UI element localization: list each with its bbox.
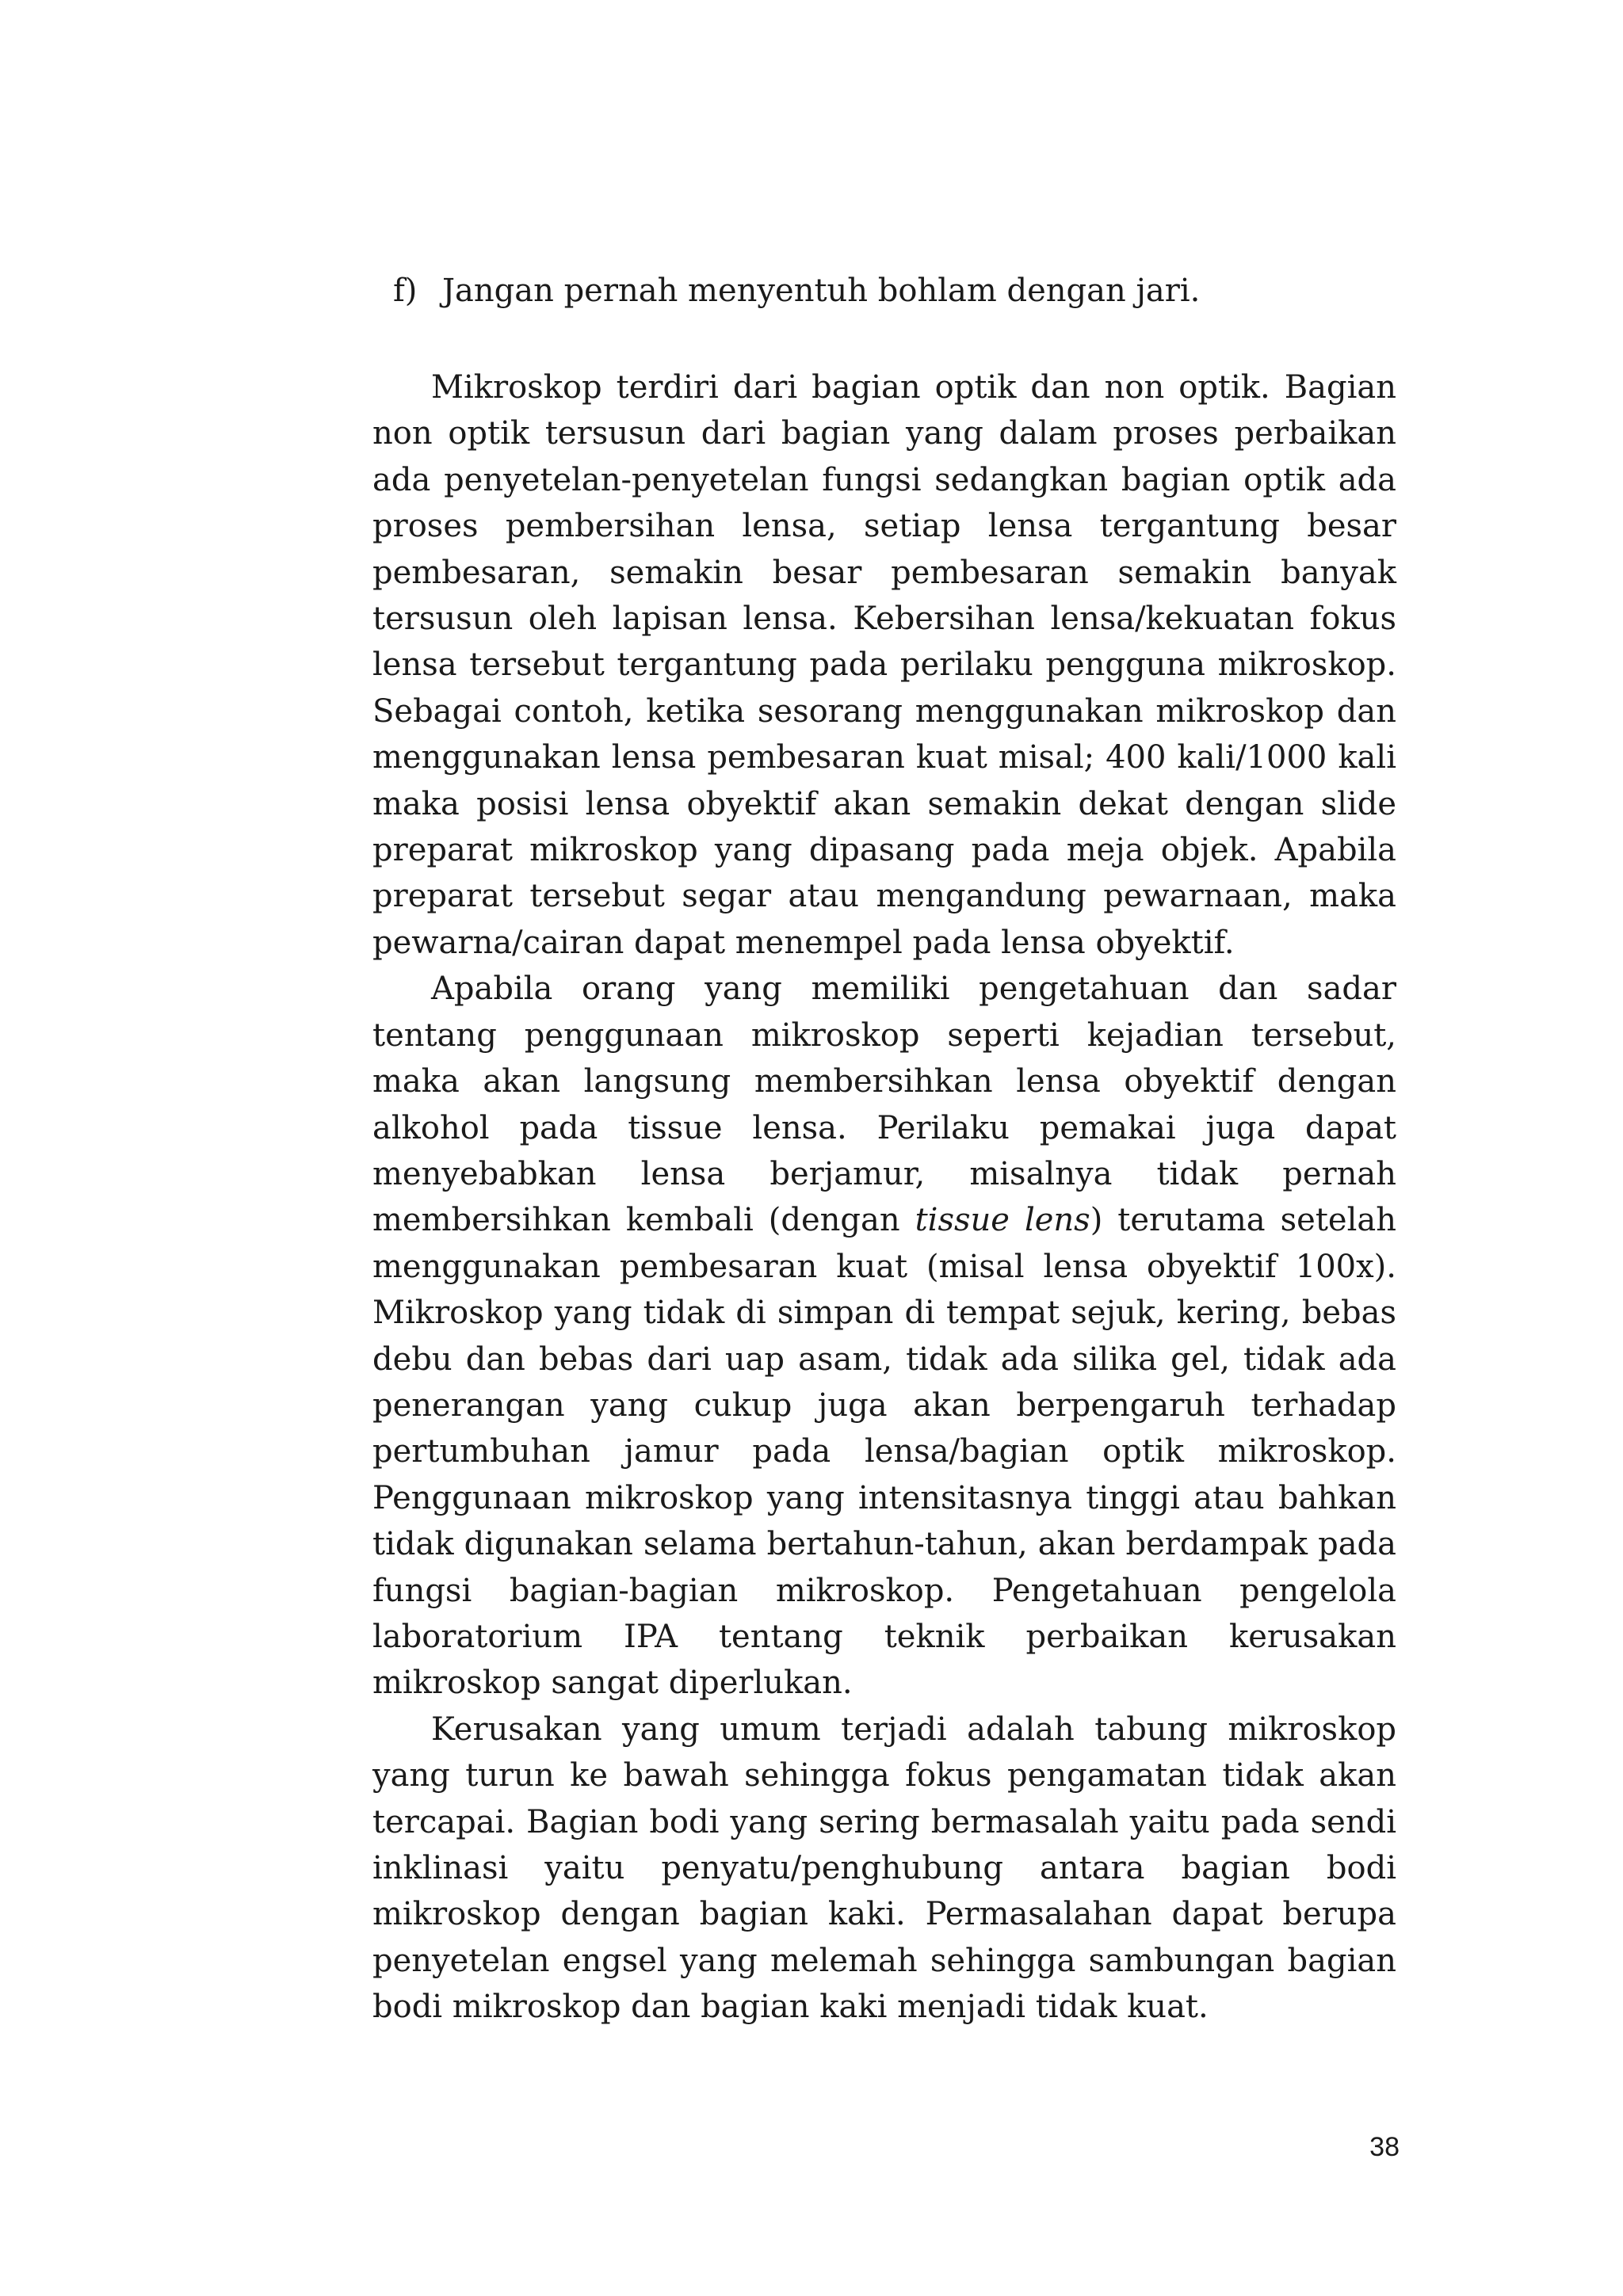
paragraph-1: Mikroskop terdiri dari bagian optik dan non optik. Bagian non optik tersusun dari bagian yang dalam proses perbaikan ada penyetelan-penyetelan fungsi sedangkan bagian optik ada proses pembersihan lensa, setiap lensa tergantung besar pembesaran, semakin besar pembesaran semakin banyak tersusun oleh lapisan lensa. Kebersihan lensa/kekuatan fokus lensa tersebut tergantung pada perilaku pengguna mikroskop. Sebagai contoh, ketika sesorang menggunakan mikroskop dan menggunakan lensa pembesaran kuat misal; 400 kali/1000 kali maka posisi lensa obyektif akan semakin dekat dengan slide preparat mikroskop yang dipasang pada meja objek. Apabila preparat tersebut segar atau mengandung pewarnaan, maka pewarna/cairan dapat menempel pada lensa obyektif. <box>372 369 1396 961</box>
list-marker: f) <box>393 273 418 309</box>
page-number: 38 <box>1369 2132 1400 2162</box>
italic-term: tissue lens <box>915 1202 1090 1239</box>
body-text <box>372 364 1396 2031</box>
paragraph-2 <box>372 966 1396 1707</box>
paragraph-2-part-1: Apabila orang yang memiliki pengetahuan dan sadar tentang penggunaan mikroskop seperti kejadian tersebut, maka akan langsung membersihkan lensa obyektif dengan alkohol pada tissue lensa. Perilaku pemakai juga dapat menyebabkan lensa berjamur, misalnya tidak pernah membersihkan kembali (dengan <box>372 971 1396 1239</box>
list-item-text: Jangan pernah menyentuh bohlam dengan jari. <box>442 273 1201 309</box>
list-item-f <box>393 268 1423 314</box>
paragraph-2-part-2: ) terutama setelah menggunakan pembesaran kuat (misal lensa obyektif 100x). Mikroskop yang tidak di simpan di tempat sejuk, kering, bebas debu dan bebas dari uap asam, tidak ada silika gel, tidak ada penerangan yang cukup juga akan berpengaruh terhadap pertumbuhan jamur pada lensa/bagian optik mikroskop. Penggunaan mikroskop yang intensitasnya tinggi atau bahkan tidak digunakan selama bertahun-tahun, akan berdampak pada fungsi bagian-bagian mikroskop. Pengetahuan pengelola laboratorium IPA tentang teknik perbaikan kerusakan mikroskop sangat diperlukan. <box>372 1202 1396 1702</box>
paragraph-3: Kerusakan yang umum terjadi adalah tabung mikroskop yang turun ke bawah sehingga fokus pengamatan tidak akan tercapai. Bagian bodi yang sering bermasalah yaitu pada sendi inklinasi yaitu penyatu/penghubung antara bagian bodi mikroskop dengan bagian kaki. Permasalahan dapat berupa penyetelan engsel yang melemah sehingga sambungan bagian bodi mikroskop dan bagian kaki menjadi tidak kuat. <box>372 1711 1396 2026</box>
